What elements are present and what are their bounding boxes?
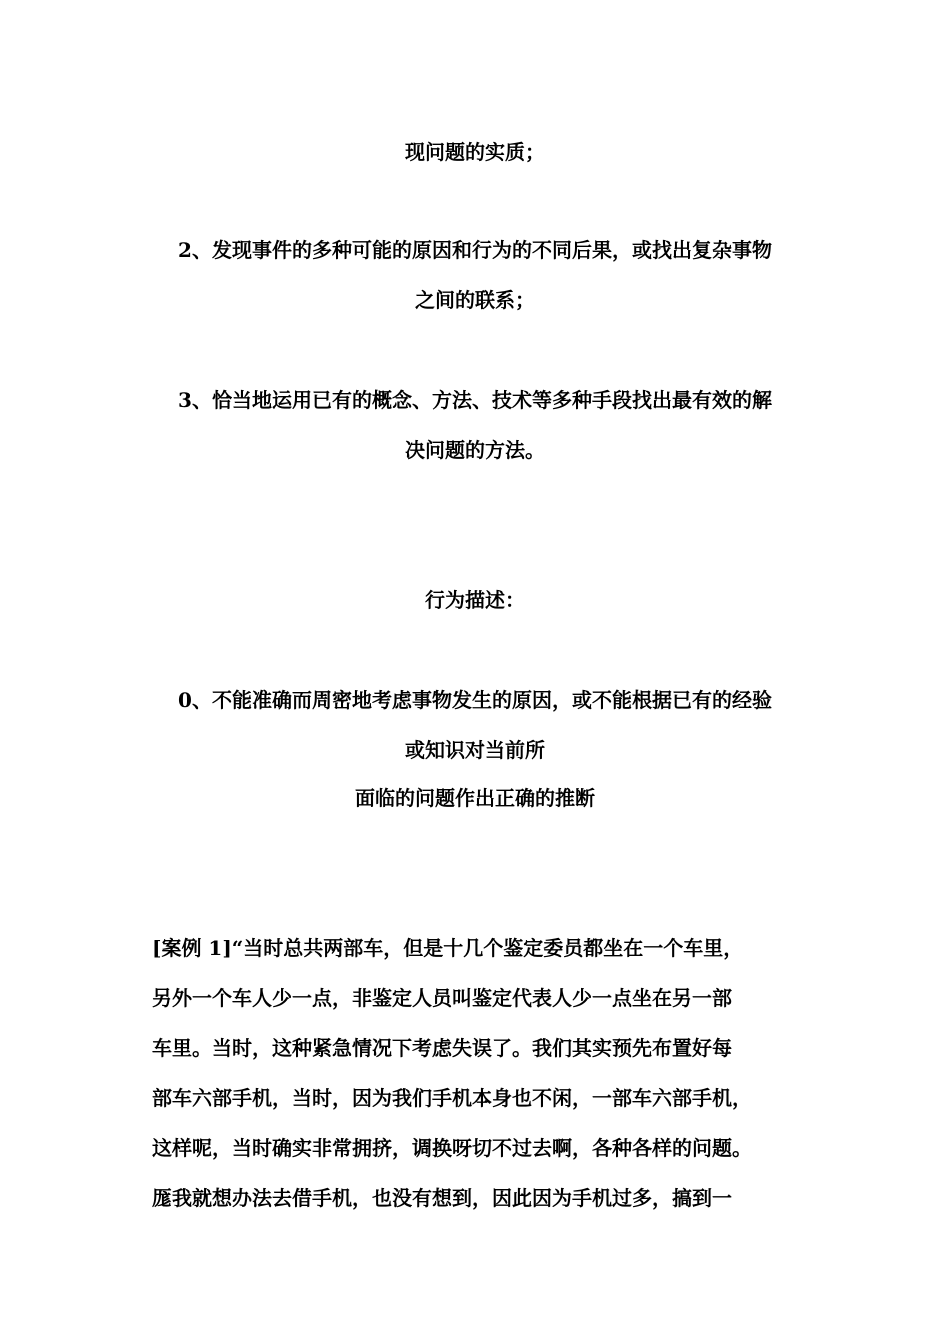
- section-heading: 行为描述：: [425, 588, 525, 612]
- case-line: 这样呢，当时确实非常拥挤，调换呀切不过去啊，各种各样的问题。: [152, 1136, 752, 1160]
- text-line: 2、发现事件的多种可能的原因和行为的不同后果，或找出复杂事物: [178, 238, 772, 262]
- case-line: 车里。当时，这种紧急情况下考虑失误了。我们其实预先布置好每: [152, 1036, 732, 1060]
- text-line: 现问题的实质；: [405, 140, 545, 164]
- case-line: 厖我就想办法去借手机，也没有想到，因此因为手机过多，搞到一: [152, 1186, 732, 1210]
- case-line: 另外一个车人少一点，非鉴定人员叫鉴定代表人少一点坐在另一部: [152, 986, 732, 1010]
- text-line: 0、不能准确而周密地考虑事物发生的原因，或不能根据已有的经验: [178, 688, 772, 712]
- text-line: 决问题的方法。: [405, 438, 545, 462]
- text-line: 或知识对当前所: [405, 738, 545, 762]
- case-line: [案例 1]“当时总共两部车，但是十几个鉴定委员都坐在一个车里，: [152, 936, 744, 960]
- text-line: 之间的联系；: [415, 288, 535, 312]
- case-line: 部车六部手机，当时，因为我们手机本身也不闲，一部车六部手机，: [152, 1086, 752, 1110]
- text-line: 3、恰当地运用已有的概念、方法、技术等多种手段找出最有效的解: [178, 388, 772, 412]
- text-line: 面临的问题作出正确的推断: [355, 786, 595, 810]
